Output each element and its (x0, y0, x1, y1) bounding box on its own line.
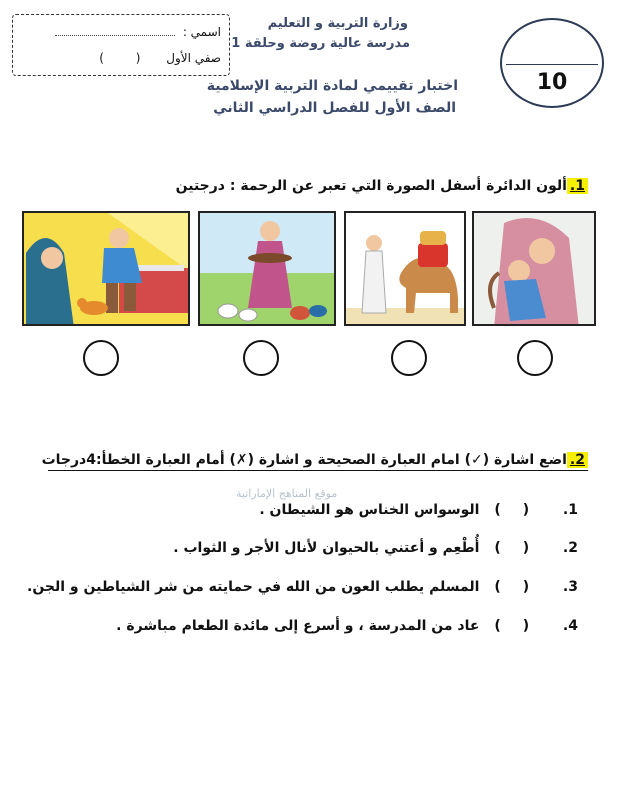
student-info-box (12, 14, 230, 76)
grade-title: الصف الأول للفصل الدراسي الثاني (213, 100, 456, 116)
q2-title (42, 452, 588, 468)
q2-text: اضع اشارة (✓) امام العبارة الصحيحة و اشارة (✗) أمام العبارة الخطأ:4درجات (41, 452, 567, 468)
name-label: اسمي (190, 25, 221, 39)
q1-title (176, 178, 588, 194)
statement-3-text: المسلم يطلب العون من الله في حمايته من شر الشياطين و الجن. (27, 579, 480, 595)
q1-text: ألون الدائرة أسفل الصورة التي تعبر عن الرحمة : درجتين (175, 178, 567, 194)
picture-feeding-chickens (198, 211, 336, 326)
name-blank[interactable] (55, 26, 175, 36)
statement-2-number: 2. (562, 540, 578, 556)
statement-4 (116, 618, 578, 634)
answer-circle-1[interactable] (83, 340, 119, 376)
statement-1 (259, 502, 578, 518)
q2-underline (48, 470, 588, 471)
picture-kicking-cat (22, 211, 190, 326)
q1-number: 1. (567, 178, 588, 194)
picture-man-camel (344, 211, 466, 326)
statement-1-number: 1. (562, 502, 578, 518)
picture-mother-child (472, 211, 596, 326)
ministry-title: وزارة التربية و التعليم (267, 16, 408, 31)
score-divider (506, 64, 598, 65)
statement-4-answer-box[interactable]: () (494, 618, 552, 634)
class-row (99, 51, 221, 65)
score-total: 10 (536, 70, 568, 95)
statement-1-answer-box[interactable]: () (494, 502, 552, 518)
statement-2 (173, 540, 578, 556)
statement-3 (27, 579, 578, 595)
statement-2-answer-box[interactable]: () (494, 540, 552, 556)
mother-child-illustration (474, 213, 596, 326)
exam-title: اختبار تقييمي لمادة التربية الإسلامية (206, 78, 458, 94)
answer-circle-3[interactable] (391, 340, 427, 376)
answer-circle-2[interactable] (243, 340, 279, 376)
watermark-text: موقع المناهج الإماراتية (236, 487, 338, 500)
statement-3-number: 3. (562, 579, 578, 595)
statement-4-text: عاد من المدرسة ، و أسرع إلى مائدة الطعام مباشرة . (116, 618, 480, 634)
statement-2-text: أُطْعِم و أعتني بالحيوان لأنال الأجر و الثواب . (173, 540, 480, 556)
statement-3-answer-box[interactable]: () (494, 579, 552, 595)
kicking-cat-illustration (24, 213, 190, 326)
name-row: اسمي : (55, 25, 221, 39)
statement-4-number: 4. (562, 618, 578, 634)
statement-1-text: الوسواس الخناس هو الشيطان . (259, 502, 480, 518)
score-circle (500, 18, 604, 108)
school-name: مدرسة عالية روضة وحلقة 1 (231, 36, 410, 51)
class-parens[interactable]: ( ) (99, 51, 155, 65)
man-camel-illustration (346, 213, 466, 326)
q2-number: 2. (567, 452, 588, 468)
answer-circle-4[interactable] (517, 340, 553, 376)
feeding-chickens-illustration (200, 213, 336, 326)
class-label: صفي الأول (166, 51, 221, 65)
